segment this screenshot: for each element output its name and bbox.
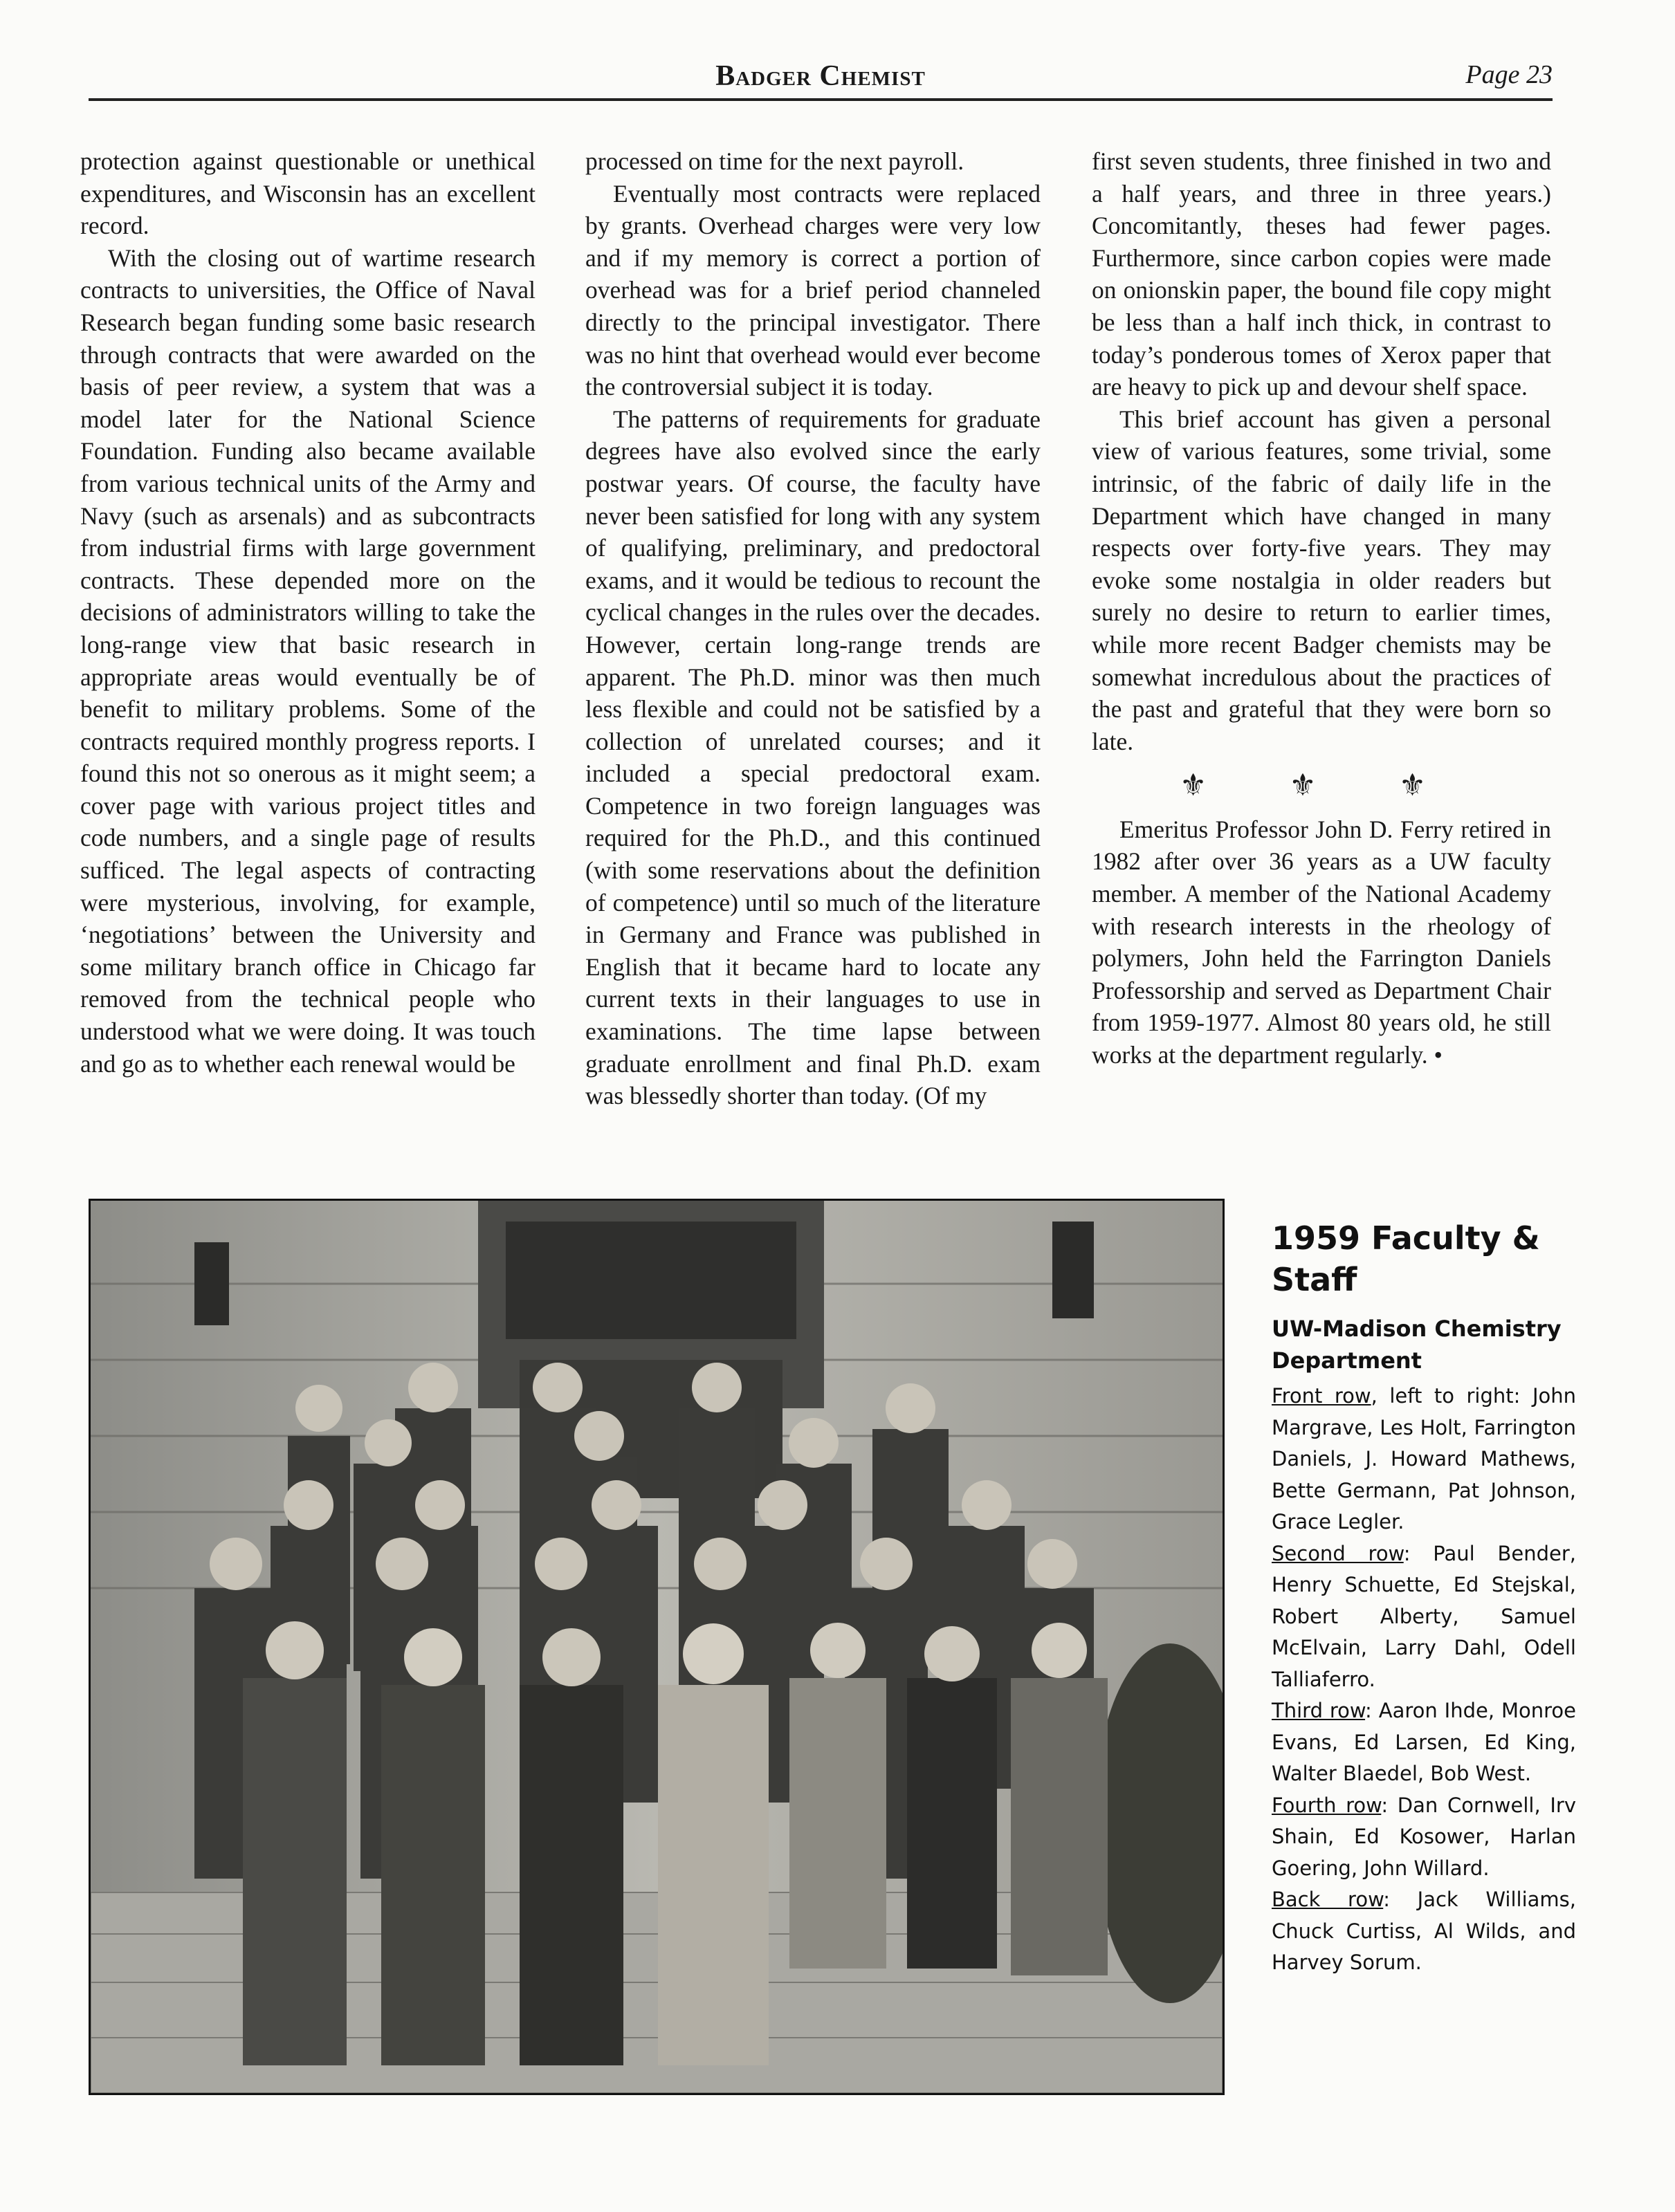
paragraph: protection against questionable or unethical expenditures, and Wisconsin has an excellent record. [80, 147, 536, 240]
faculty-group-photo [89, 1199, 1225, 2095]
author-bio: Emeritus Professor John D. Ferry retired in 1982 after over 36 years as a UW faculty member. A member of the National Academy with research interests in the rheology of polymers, John held the Farrington Daniels Professorship and served as Department Chair from 1959-1977. Almost 80 years old, he still works at the department regularly. • [1092, 815, 1551, 1069]
caption-body [1272, 1381, 1576, 1979]
text-column-3 [1092, 145, 1551, 1071]
row-suffix: : [1381, 1793, 1389, 1817]
page-header [89, 54, 1553, 100]
row-label: Back row [1272, 1888, 1384, 1911]
paragraph: The patterns of requirements for graduate degrees have also evolved since the early postwar years. Of course, the faculty have never been satisfied for long with any system of qualifying, preliminary, and predoctoral exams, and it would be tedious to recount the cyclical changes in the rules over the decades. However, certain long-range trends are apparent. The Ph.D. minor was then much less flexible and could not be satisfied by a collection of unrelated courses; and it included a special predoctoral exam. Competence in two foreign languages was required for the Ph.D., and this continued (with some reservations about the definition of competence) until so much of the literature in Germany and France was published in English that it became hard to locate any current texts in their languages to use in examinations. The time lapse between graduate enrollment and final Ph.D. exam was blessedly shorter than today. (Of my [585, 405, 1041, 1110]
paragraph: first seven students, three finished in two and a half years, and three in three years.) Concomitantly, theses had fewer pages. Furthermore, since carbon copies were made on onionskin paper, the bound file copy might be less than a half inch thick, in contrast to today’s ponderous tomes of Xerox paper that are heavy to pick up and devour shelf space. [1092, 147, 1551, 401]
row-label: Third row [1272, 1699, 1366, 1722]
paragraph: This brief account has given a personal view of various features, some trivial, some intrinsic, of the fabric of daily life in the Department which have changed in many respects over forty-five years. They may evoke some nostalgia in older readers but surely no desire to return to earlier times, while more recent Badger chemists may be somewhat incredulous about the practices of the past and grateful that they were born so late. [1092, 405, 1551, 755]
row-suffix: : [1403, 1541, 1411, 1565]
masthead-title: Badger Chemist [715, 60, 926, 92]
row-label: Second row [1272, 1541, 1404, 1565]
text-column-1 [80, 145, 536, 1080]
page-number: Page 23 [1465, 60, 1553, 89]
caption-row [1272, 1790, 1576, 1885]
caption-title: 1959 Faculty & Staff [1272, 1219, 1540, 1298]
caption-subtitle: UW-Madison Chemistry Department [1272, 1316, 1562, 1374]
row-names: John Margrave, Les Holt, Farrington Daniels, J. Howard Mathews, Bette Germann, Pat Johnson, Grace Legler. [1272, 1384, 1576, 1533]
row-names: Paul Bender, Henry Schuette, Ed Stejskal, Robert Alberty, Samuel McElvain, Larry Dahl, Odell Talliaferro. [1272, 1541, 1577, 1691]
row-names: Aaron Ihde, Monroe Evans, Ed Larsen, Ed King, Walter Blaedel, Bob West. [1272, 1699, 1577, 1785]
row-names: Jack Williams, Chuck Curtiss, Al Wilds, and Harvey Sorum. [1272, 1888, 1576, 1974]
caption-row [1272, 1381, 1576, 1538]
paragraph: Eventually most contracts were replaced by grants. Overhead charges were very low and if my memory is correct a portion of overhead was for a brief period channeled directly to the principal investigator. There was no hint that overhead would ever become the controversial subject it is today. [585, 179, 1041, 401]
row-names: Dan Cornwell, Irv Shain, Ed Kosower, Harlan Goering, John Willard. [1272, 1793, 1576, 1880]
fleur-de-lis-divider: ⚜ ⚜ ⚜ [1179, 768, 1464, 803]
paragraph: processed on time for the next payroll. [585, 147, 964, 175]
row-label: Fourth row [1272, 1793, 1382, 1817]
row-suffix: : [1383, 1888, 1390, 1911]
faculty-photo-image [91, 1201, 1223, 2093]
paragraph: With the closing out of wartime research contracts to universities, the Office of Naval Research began funding some basic research through contracts that were awarded on the basis of peer review, a system that was a model later for the National Science Foundation. Funding also became available from various technical units of the Army and Navy (such as arsenals) and as subcontracts from industrial firms with large government contracts. These depended more on the decisions of administrators willing to take the long-range view that basic research in appropriate areas would eventually be of benefit to military problems. Some of the contracts required monthly progress reports. I found this not so onerous as it might seem; a cover page with various project titles and code numbers, and a single page of results sufficed. The legal aspects of contracting were mysterious, involving, for example, ‘negotiations’ between the University and some military branch office in Chicago far removed from the technical people who understood what we were doing. It was touch and go as to whether each renewal would be [80, 243, 536, 1078]
caption-row [1272, 1695, 1576, 1790]
caption-row [1272, 1884, 1576, 1979]
row-suffix: : [1365, 1699, 1372, 1722]
photo-caption [1272, 1217, 1576, 1979]
caption-row [1272, 1538, 1576, 1696]
row-label: Front row [1272, 1384, 1371, 1408]
text-column-2 [585, 145, 1041, 1112]
header-rule [89, 98, 1553, 101]
row-suffix: , left to right: [1371, 1384, 1521, 1408]
